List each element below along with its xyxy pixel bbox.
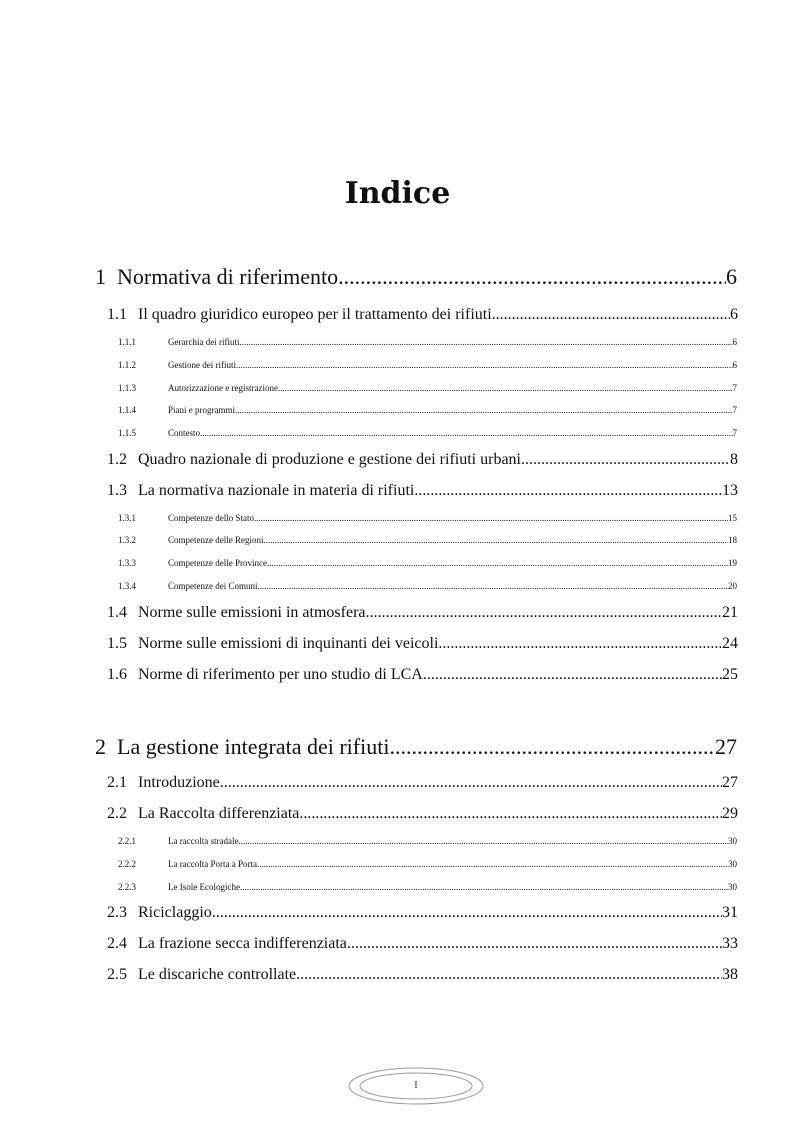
toc-leader xyxy=(212,903,722,923)
toc-number: 2.2 xyxy=(107,805,127,822)
toc-section-2-4[interactable] xyxy=(107,934,738,954)
toc-section-1-4[interactable] xyxy=(107,603,738,623)
toc-title: La raccolta stradale xyxy=(168,836,239,846)
toc-section-1-3[interactable] xyxy=(107,481,738,501)
toc-number: 1.3.1 xyxy=(118,513,136,523)
toc-title: La gestione integrata dei rifiuti xyxy=(117,734,390,759)
toc-page-number: 30 xyxy=(728,836,737,846)
toc-subsection-1-1-5[interactable] xyxy=(118,427,737,439)
toc-page-number: 24 xyxy=(722,635,738,652)
toc-subsection-2-2-1[interactable] xyxy=(118,835,737,847)
toc-number: 1.3.4 xyxy=(118,581,136,591)
toc-number: 2.2.3 xyxy=(118,882,136,892)
toc-title: Introduzione xyxy=(138,774,220,791)
toc-page-number: 7 xyxy=(732,428,737,438)
toc-title: Riciclaggio xyxy=(138,904,212,921)
toc-leader xyxy=(423,665,722,685)
toc-number: 2.4 xyxy=(107,935,127,952)
toc-number: 1.3.2 xyxy=(118,535,136,545)
toc-title: Piani e programmi xyxy=(168,405,235,415)
toc-page-number: 6 xyxy=(732,337,737,347)
toc-number: 2.1 xyxy=(107,774,127,791)
toc-page-number: 20 xyxy=(728,581,737,591)
toc-page-number: 25 xyxy=(722,666,738,683)
toc-page-number: 33 xyxy=(722,935,738,952)
toc-page-number: 27 xyxy=(722,774,738,791)
toc-section-1-2[interactable] xyxy=(107,450,738,470)
toc-page-number: 29 xyxy=(722,805,738,822)
toc-title: Gestione dei rifiuti xyxy=(168,360,236,370)
toc-section-2-2[interactable] xyxy=(107,804,738,824)
toc-number: 1 xyxy=(95,264,106,289)
toc-leader xyxy=(521,450,730,470)
toc-leader xyxy=(239,336,732,348)
toc-section-2-1[interactable] xyxy=(107,773,738,793)
toc-title: Norme di riferimento per uno studio di LCA xyxy=(138,666,423,683)
toc-subsection-1-3-4[interactable] xyxy=(118,580,737,592)
toc-title: Contesto xyxy=(168,428,201,438)
toc-leader xyxy=(338,264,726,290)
toc-number: 1.1.2 xyxy=(118,360,136,370)
toc-title: Le Isole Ecologiche xyxy=(168,882,240,892)
toc-leader xyxy=(347,934,722,954)
toc-leader xyxy=(238,835,728,847)
toc-leader xyxy=(414,481,722,501)
toc-number: 1.2 xyxy=(107,451,127,468)
toc-page-number: 27 xyxy=(715,734,737,759)
toc-title: Competenze dei Comuni xyxy=(168,581,258,591)
toc-number: 2.2.1 xyxy=(118,836,136,846)
toc-leader xyxy=(366,603,722,623)
toc-leader xyxy=(438,634,722,654)
toc-title: Norme sulle emissioni di inquinanti dei veicoli xyxy=(138,635,439,652)
toc-leader xyxy=(299,804,722,824)
toc-subsection-2-2-2[interactable] xyxy=(118,858,737,870)
toc-title: Le discariche controllate xyxy=(138,966,297,983)
toc-title: Il quadro giuridico europeo per il trattamento dei rifiuti xyxy=(138,306,492,323)
toc-title: La normativa nazionale in materia di rifiuti xyxy=(138,482,415,499)
toc-number: 1.1 xyxy=(107,306,127,323)
toc-number: 1.1.4 xyxy=(118,405,136,415)
toc-page-number: 18 xyxy=(728,535,737,545)
toc-leader xyxy=(267,557,728,569)
toc-number: 2.5 xyxy=(107,966,127,983)
toc-leader xyxy=(296,965,722,985)
toc-subsection-1-1-1[interactable] xyxy=(118,336,737,348)
toc-leader xyxy=(263,534,728,546)
toc-subsection-1-3-3[interactable] xyxy=(118,557,737,569)
toc-number: 1.1.3 xyxy=(118,383,136,393)
toc-number: 1.1.5 xyxy=(118,428,136,438)
toc-subsection-1-3-1[interactable] xyxy=(118,512,737,524)
toc-section-1-1[interactable] xyxy=(107,305,738,325)
toc-leader xyxy=(257,858,728,870)
toc-page-number: 15 xyxy=(728,513,737,523)
page-footer xyxy=(347,1066,485,1106)
toc-chapter-1[interactable] xyxy=(95,264,737,290)
toc-leader xyxy=(236,359,733,371)
toc-title: Competenze delle Regioni xyxy=(168,535,264,545)
toc-number: 1.3 xyxy=(107,482,127,499)
toc-section-2-5[interactable] xyxy=(107,965,738,985)
toc-subsection-1-1-2[interactable] xyxy=(118,359,737,371)
toc-subsection-1-1-4[interactable] xyxy=(118,404,737,416)
page-title: Indice xyxy=(344,176,451,211)
toc-page-number: 19 xyxy=(728,558,737,568)
toc-section-2-3[interactable] xyxy=(107,903,738,923)
toc-page-number: 30 xyxy=(728,859,737,869)
page-number: I xyxy=(414,1079,418,1091)
toc-page-number: 8 xyxy=(730,451,738,468)
toc-leader xyxy=(235,404,733,416)
toc-title: Norme sulle emissioni in atmosfera xyxy=(138,604,366,621)
toc-number: 1.1.1 xyxy=(118,337,136,347)
toc-page-number: 31 xyxy=(722,904,738,921)
toc-subsection-2-2-3[interactable] xyxy=(118,881,737,893)
toc-page-number: 6 xyxy=(732,360,737,370)
toc-page-number: 7 xyxy=(732,405,737,415)
toc-number: 2.3 xyxy=(107,904,127,921)
toc-page-number: 7 xyxy=(732,383,737,393)
toc-number: 1.5 xyxy=(107,635,127,652)
toc-title: Competenze dello Stato xyxy=(168,513,254,523)
toc-page-number: 6 xyxy=(730,306,738,323)
toc-title: Autorizzazione e registrazione xyxy=(168,383,278,393)
toc-leader xyxy=(278,382,733,394)
toc-title: La frazione secca indifferenziata xyxy=(138,935,347,952)
toc-leader xyxy=(492,305,730,325)
toc-subsection-1-1-3[interactable] xyxy=(118,382,737,394)
toc-page-number: 6 xyxy=(726,264,737,289)
toc-leader xyxy=(389,734,715,760)
toc-leader xyxy=(240,881,728,893)
toc-title: Gerarchia dei rifiuti xyxy=(168,337,240,347)
toc-subsection-1-3-2[interactable] xyxy=(118,534,737,546)
toc-number: 1.6 xyxy=(107,666,127,683)
toc-title: Normativa di riferimento xyxy=(117,264,339,289)
toc-page-number: 13 xyxy=(722,482,738,499)
toc-title: Quadro nazionale di produzione e gestione dei rifiuti urbani xyxy=(138,451,521,468)
toc-leader xyxy=(257,580,728,592)
toc-number: 2.2.2 xyxy=(118,859,136,869)
toc-title: La raccolta Porta a Porta xyxy=(168,859,257,869)
toc-page-number: 21 xyxy=(722,604,738,621)
toc-leader xyxy=(220,773,722,793)
toc-number: 1.3.3 xyxy=(118,558,136,568)
toc-number: 1.4 xyxy=(107,604,127,621)
toc-page-number: 38 xyxy=(722,966,738,983)
toc-section-1-6[interactable] xyxy=(107,665,738,685)
toc-number: 2 xyxy=(95,734,106,759)
toc-section-1-5[interactable] xyxy=(107,634,738,654)
toc-title: Competenze delle Province xyxy=(168,558,267,568)
toc-leader xyxy=(254,512,728,524)
toc-page-number: 30 xyxy=(728,882,737,892)
toc-chapter-2[interactable] xyxy=(95,734,737,760)
toc-title: La Raccolta differenziata xyxy=(138,805,300,822)
toc-leader xyxy=(200,427,732,439)
